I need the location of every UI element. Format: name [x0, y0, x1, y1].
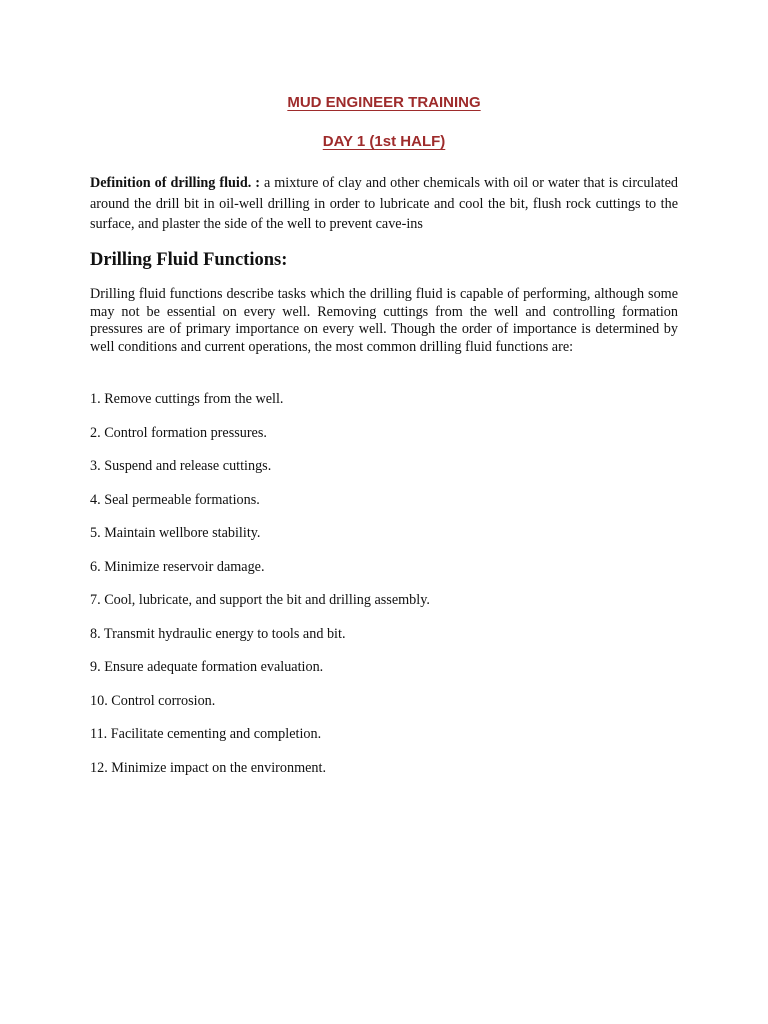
list-item: 11. Facilitate cementing and completion.: [90, 726, 322, 742]
definition-text: a mixture of clay and other chemicals with oil or water that is circulated around the drill bit in oil-well drilling in order to lubricate and cool the bit, flush rock cuttings to the surface, and plaster the side of the well to prevent cave-ins: [90, 175, 679, 232]
definition-term: Definition of drilling fluid. :: [90, 175, 260, 191]
document-subtitle: DAY 1 (1st HALF): [322, 133, 446, 150]
list-item: 1. Remove cuttings from the well.: [90, 391, 284, 407]
list-item: 2. Control formation pressures.: [90, 424, 267, 441]
document-title: MUD ENGINEER TRAINING: [287, 94, 481, 111]
functions-list: [90, 390, 678, 792]
list-item: 6. Minimize reservoir damage.: [90, 558, 265, 575]
section-heading: Drilling Fluid Functions:: [90, 250, 288, 270]
definition-paragraph: [90, 173, 678, 235]
list-item: 9. Ensure adequate formation evaluation.: [90, 659, 324, 675]
list-item: 3. Suspend and release cuttings.: [90, 458, 272, 474]
list-item: 5. Maintain wellbore stability.: [90, 525, 261, 541]
list-item: 10. Control corrosion.: [90, 692, 216, 709]
list-item: 12. Minimize impact on the environment.: [90, 759, 327, 776]
intro-paragraph: Drilling fluid functions describe tasks which the drilling fluid is capable of performing, although some may not be essential on every well. Removing cuttings from the well and controlling formation pressures are of primary importance on every well. Though the order of importance is determined by well conditions and current operations, the most common drilling fluid functions are:: [90, 286, 678, 355]
list-item: 4. Seal permeable formations.: [90, 491, 260, 508]
list-item: 8. Transmit hydraulic energy to tools and bit.: [90, 625, 346, 642]
list-item: 7. Cool, lubricate, and support the bit and drilling assembly.: [90, 592, 430, 608]
